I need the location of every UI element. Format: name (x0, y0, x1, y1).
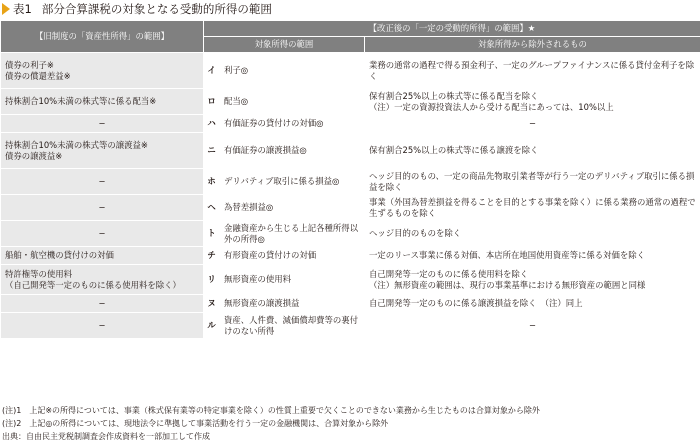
table-row (1, 115, 700, 133)
row-key: ル (204, 313, 220, 339)
old-scope-cell (1, 133, 204, 169)
excluded-cell-line: 業務の通常の過程で得る預金利子、一定のグループファイナンスに係る貸付金利子を除く (369, 59, 695, 81)
target-scope-cell: 無形資産の使用料 (220, 265, 365, 295)
table-row (1, 195, 700, 221)
excluded-cell-line: 保有割合25%以上の株式等に係る配当を除く (369, 90, 539, 101)
excluded-cell (365, 115, 700, 133)
excluded-cell-line: 事業（外国為替差損益を得ることを目的とする事業を除く）に係る業務の通常の過程で生ずるものを除く (369, 196, 696, 218)
excluded-cell (365, 313, 700, 339)
target-scope-cell: 配当◎ (220, 89, 365, 115)
excluded-cell-line: 自己開発等一定のものに係る譲渡損益を除く （注）同上 (369, 298, 583, 309)
table-row (1, 133, 700, 169)
old-scope-cell (1, 295, 204, 313)
excluded-cell (365, 169, 700, 195)
table-row (1, 295, 700, 313)
row-key: ヌ (204, 295, 220, 313)
excluded-cell-line: ヘッジ目的のものを除く (369, 228, 462, 239)
table-number: 表1 (13, 1, 32, 16)
old-scope-cell (1, 313, 204, 339)
income-scope-table (0, 20, 700, 339)
old-scope-cell-line: 船舶・航空機の貸付けの対価 (5, 250, 114, 261)
footnotes (2, 404, 540, 443)
old-scope-cell-line: 持株割合10%未満の株式等の譲渡益※ (5, 139, 148, 150)
row-key: ホ (204, 169, 220, 195)
row-key: ハ (204, 115, 220, 133)
row-key: イ (204, 53, 220, 89)
target-scope-cell: 無形資産の譲渡損益 (220, 295, 365, 313)
excluded-cell (365, 53, 700, 89)
target-scope-cell: 金融資産から生じる上記各種所得以外の所得◎ (220, 221, 365, 247)
header-excluded: 対象所得から除外されるもの (365, 37, 700, 53)
footnote: (注)2 上記◎の所得については、現地法令に準拠して事業活動を行う一定の金融機関は、合算対象から除外 (2, 419, 389, 428)
old-scope-cell-line: 特許権等の使用料 (5, 268, 72, 279)
excluded-cell (365, 265, 700, 295)
old-scope-cell-line: − (98, 176, 106, 187)
old-scope-cell (1, 53, 204, 89)
excluded-cell (365, 89, 700, 115)
old-scope-cell-line: − (98, 298, 106, 309)
old-scope-cell-line: − (98, 320, 106, 331)
excluded-cell-line: − (528, 320, 537, 331)
excluded-cell-line: 保有割合25%以上の株式等に係る譲渡を除く (369, 145, 539, 156)
table-title (2, 1, 272, 17)
header-old-scope: 【旧制度の「資産性所得」の範囲】 (1, 21, 204, 53)
target-scope-cell: 有形資産の貸付けの対価 (220, 247, 365, 265)
excluded-cell-line: 一定のリース事業に係る対価、本店所在地国使用資産等に係る対価を除く (369, 250, 645, 261)
table-row (1, 89, 700, 115)
old-scope-cell (1, 169, 204, 195)
old-scope-cell-line: 債券の譲渡益※ (5, 150, 63, 161)
target-scope-cell: 資産、人件費、減価償却費等の裏付けのない所得 (220, 313, 365, 339)
old-scope-cell (1, 195, 204, 221)
target-scope-cell: 為替差損益◎ (220, 195, 365, 221)
row-key: ト (204, 221, 220, 247)
target-scope-cell: 有価証券の貸付けの対価◎ (220, 115, 365, 133)
table-title-text: 部分合算課税の対象となる受動的所得の範囲 (41, 1, 272, 16)
target-scope-cell: 有価証券の譲渡損益◎ (220, 133, 365, 169)
title-triangle-icon (2, 3, 10, 15)
row-key: ヘ (204, 195, 220, 221)
excluded-cell (365, 221, 700, 247)
row-key: ニ (204, 133, 220, 169)
old-scope-cell (1, 89, 204, 115)
target-scope-cell: 利子◎ (220, 53, 365, 89)
old-scope-cell (1, 247, 204, 265)
table-row (1, 221, 700, 247)
excluded-cell-line: （注）無形資産の範囲は、現行の事業基準における無形資産の範囲と同様 (369, 279, 646, 290)
old-scope-cell (1, 115, 204, 133)
table-row (1, 265, 700, 295)
row-key: リ (204, 265, 220, 295)
excluded-cell (365, 247, 700, 265)
old-scope-cell-line: 持株割合10%未満の株式等に係る配当※ (5, 96, 157, 107)
footnote: (注)1 上記※の所得については、事業（株式保有業等の特定事業を除く）の性質上重要で欠くことのできない業務から生じたものは合算対象から除外 (2, 406, 540, 415)
header-new-scope: 【改正後の「一定の受動的所得」の範囲】★ (204, 21, 700, 37)
excluded-cell (365, 133, 700, 169)
row-key: ロ (204, 89, 220, 115)
table-row (1, 53, 700, 89)
table-row (1, 247, 700, 265)
old-scope-cell (1, 221, 204, 247)
header-target: 対象所得の範囲 (204, 37, 365, 53)
excluded-cell (365, 195, 700, 221)
old-scope-cell (1, 265, 204, 295)
excluded-cell-line: （注）一定の資源投資法人から受ける配当にあっては、10%以上 (369, 101, 614, 112)
old-scope-cell-line: − (98, 228, 106, 239)
excluded-cell-line: ヘッジ目的のもの、一定の商品先物取引業者等が行う一定のデリバティブ取引に係る損益を除く (369, 170, 695, 192)
old-scope-cell-line: − (98, 202, 106, 213)
old-scope-cell-line: − (98, 118, 106, 129)
old-scope-cell-line: 債券の利子※ (5, 59, 54, 70)
table-row (1, 313, 700, 339)
row-key: チ (204, 247, 220, 265)
excluded-cell-line: 自己開発等一定のものに係る使用料を除く (369, 268, 529, 279)
old-scope-cell-line: （自己開発等一定のものに係る使用料を除く） (5, 279, 181, 290)
source-note: 出典：自由民主党税制調査会作成資料を一部加工して作成 (2, 432, 210, 441)
table-row (1, 169, 700, 195)
target-scope-cell: デリバティブ取引に係る損益◎ (220, 169, 365, 195)
old-scope-cell-line: 債券の償還差益※ (5, 70, 71, 81)
excluded-cell (365, 295, 700, 313)
excluded-cell-line: − (528, 118, 537, 129)
